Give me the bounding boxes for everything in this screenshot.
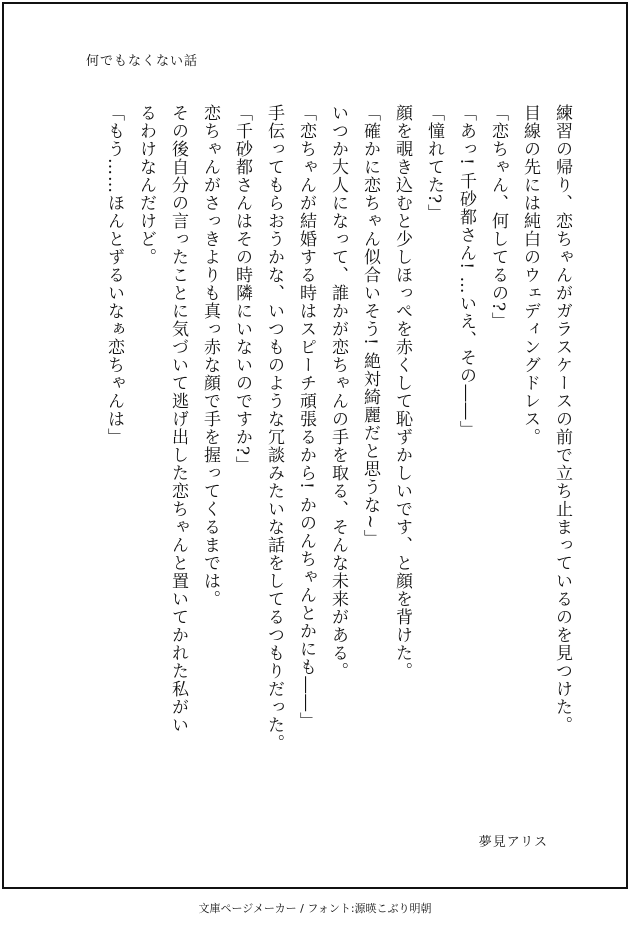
story-line: 「あっ! 千砂都さん! …いえ、その――」 xyxy=(456,104,476,439)
story-line: るわけなんだけど。 xyxy=(136,104,156,266)
story-line: 「確かに恋ちゃん似合いそう! 絶対綺麗だと思うな~」 xyxy=(360,104,380,548)
story-line: 恋ちゃんがさっきよりも真っ赤な顔で手を握ってくるまでは。 xyxy=(200,104,220,608)
story-line: 顔を覗き込むと少しほっぺを赤くして恥ずかしいです、と顔を背けた。 xyxy=(392,104,412,680)
story-line: 練習の帰り、恋ちゃんがガラスケースの前で立ち止まっているのを見つけた。 xyxy=(552,104,572,734)
footer-credit: 文庫ページメーカー / フォント:源暎こぶり明朝 xyxy=(198,902,432,915)
story-line: 「憧れてた?」 xyxy=(424,104,444,223)
story-line: 「恋ちゃんが結婚する時はスピーチ頑張るから! かのんちゃんとかにも――」 xyxy=(296,104,316,731)
story-line: その後自分の言ったことに気づいて逃げ出した恋ちゃんと置いてかれた私がい xyxy=(168,104,188,734)
story-line: 手伝ってもらおうかな、いつものような冗談みたいな話をしてるつもりだった。 xyxy=(264,104,284,752)
story-line: いつか大人になって、誰かが恋ちゃんの手を取る、そんな未来がある。 xyxy=(328,104,348,680)
story-body xyxy=(58,104,578,769)
story-line: 「恋ちゃん、何してるの?」 xyxy=(488,104,508,331)
story-title: 何でもなくない話 xyxy=(86,54,199,69)
page-frame xyxy=(2,2,628,889)
story-line: 「千砂都さんはその時隣にいないのですか?」 xyxy=(232,104,252,475)
story-line: 目線の先には純白のウェディングドレス。 xyxy=(520,104,540,446)
story-line: 「もう……ほんとずるいなぁ恋ちゃんは」 xyxy=(104,104,124,446)
author-name: 夢見アリス xyxy=(478,835,548,850)
